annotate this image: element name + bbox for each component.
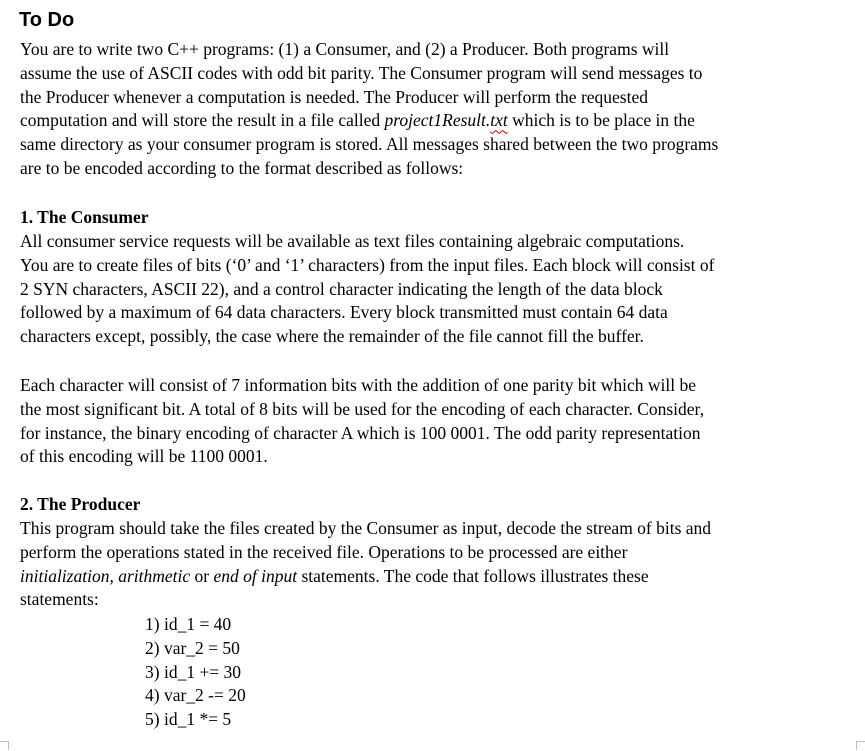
- intro-line: assume the use of ASCII codes with odd bit parity. The Consumer program will send messages to: [20, 62, 703, 83]
- code-line: 2) var_2 = 50: [145, 637, 240, 658]
- result-file-extension: txt: [490, 110, 508, 131]
- producer-line: perform the operations stated in the received file. Operations to be processed are either: [20, 541, 628, 562]
- producer-line: [20, 565, 865, 589]
- consumer-line: followed by a maximum of 64 data characters. Every block transmitted must contain 64 data: [20, 302, 668, 323]
- result-file-name-stem: project1Result.: [384, 110, 491, 131]
- consumer-line: All consumer service requests will be available as text files containing algebraic computations.: [20, 231, 685, 251]
- keyword-arithmetic: arithmetic: [118, 565, 191, 586]
- producer-text: or: [190, 565, 214, 586]
- intro-text: which is to be place in the: [507, 110, 695, 131]
- intro-line: the Producer whenever a computation is needed. The Producer will perform the requested: [20, 86, 649, 107]
- code-line: 3) id_1 += 30: [145, 661, 242, 682]
- consumer-paragraph-2: [20, 374, 865, 469]
- code-line: 1) id_1 = 40: [145, 614, 232, 634]
- intro-paragraph: [20, 38, 865, 181]
- consumer-line: characters except, possibly, the case where the remainder of the file cannot fill the buffer.: [20, 326, 644, 347]
- consumer-line: You are to create files of bits (‘0’ and ‘1’ characters) from the input files. Each block will consist of: [20, 254, 715, 275]
- page-corner-marker-right: [856, 741, 865, 750]
- code-example-list: [145, 613, 246, 732]
- result-file-name: [384, 110, 507, 130]
- producer-line: statements:: [20, 589, 99, 610]
- page-corner-marker-left: [0, 741, 9, 750]
- intro-line: You are to write two C++ programs: (1) a Consumer, and (2) a Producer. Both programs will: [20, 39, 670, 59]
- intro-text: computation and will store the result in a file called: [20, 110, 385, 131]
- consumer-line: 2 SYN characters, ASCII 22), and a control character indicating the length of the data block: [20, 278, 663, 299]
- producer-paragraph: [20, 517, 865, 612]
- consumer-line: Each character will consist of 7 information bits with the addition of one parity bit which will be: [20, 375, 697, 395]
- consumer-paragraph-1: [20, 230, 865, 349]
- intro-line: [20, 109, 865, 133]
- consumer-line: of this encoding will be 1100 0001.: [20, 446, 268, 467]
- consumer-section-title: 1. The Consumer: [20, 207, 149, 227]
- page-title: To Do: [19, 9, 75, 31]
- consumer-line: for instance, the binary encoding of character A which is 100 0001. The odd parity representation: [20, 422, 701, 443]
- code-line: 4) var_2 -= 20: [145, 685, 246, 706]
- producer-text: statements. The code that follows illustrates these: [297, 565, 649, 586]
- intro-line: same directory as your consumer program is stored. All messages shared between the two programs: [20, 134, 719, 155]
- consumer-line: the most significant bit. A total of 8 bits will be used for the encoding of each character. Consider,: [20, 398, 705, 419]
- producer-section-title: 2. The Producer: [20, 494, 141, 514]
- producer-line: This program should take the files created by the Consumer as input, decode the stream of bits and: [20, 518, 712, 538]
- keyword-end-of-input: end of input: [213, 565, 298, 586]
- keyword-initialization: initialization,: [20, 565, 114, 586]
- code-line: 5) id_1 *= 5: [145, 709, 232, 730]
- intro-line: are to be encoded according to the format described as follows:: [20, 157, 464, 178]
